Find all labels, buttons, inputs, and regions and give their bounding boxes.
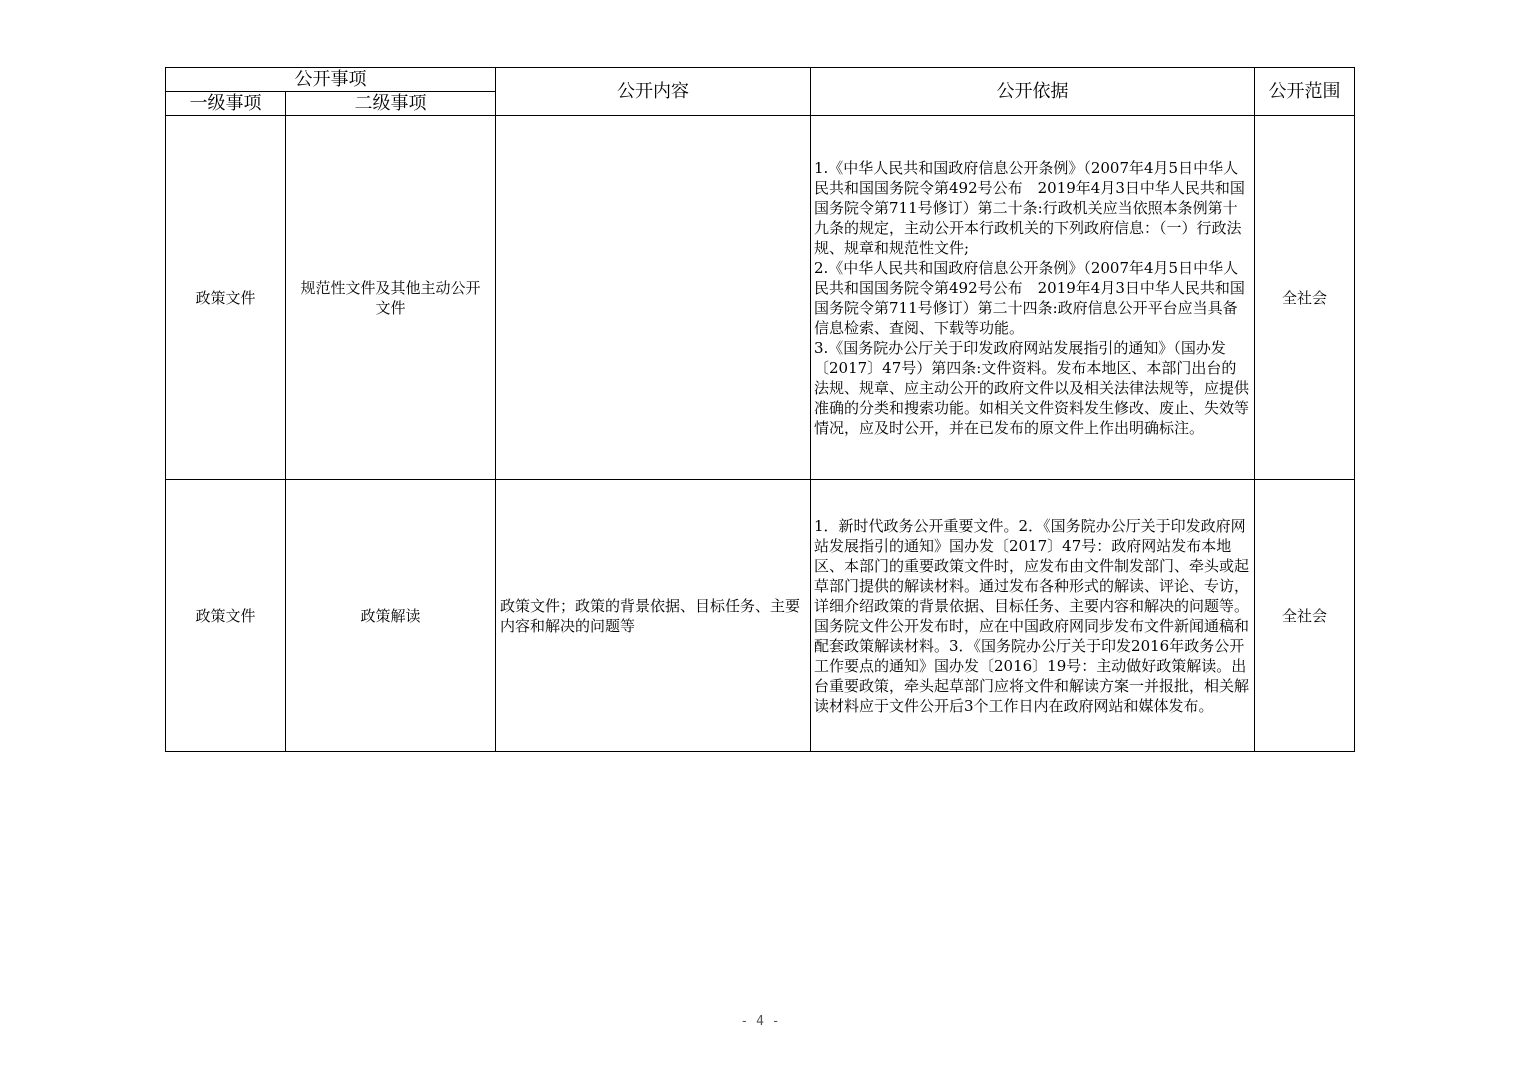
disclosure-table <box>165 67 1355 752</box>
header-level2-item: 二级事项 <box>286 92 496 116</box>
basis-paragraph: 1．新时代政务公开重要文件。2．《国务院办公厅关于印发政府网站发展指引的通知》国办发〔2017〕47号：政府网站发布本地区、本部门的重要政策文件时，应发布由文件制发部门、牵头或起草部门提供的解读材料。通过发布各种形式的解读、评论、专访，详细介绍政策的背景依据、目标任务、主要内容和解决的问题等。国务院文件公开发布时，应在中国政府网同步发布文件新闻通稿和配套政策解读材料。3．《国务院办公厅关于印发2016年政务公开工作要点的通知》国办发〔2016〕19号：主动做好政策解读。出台重要政策，牵头起草部门应将文件和解读方案一并报批，相关解读材料应于文件公开后3个工作日内在政府网站和媒体发布。 <box>814 516 1250 715</box>
cell-scope: 全社会 <box>1255 116 1355 480</box>
page-number: - 4 - <box>740 1014 780 1029</box>
header-public-basis: 公开依据 <box>811 68 1255 116</box>
basis-paragraph: 3.《国务院办公厅关于印发政府网站发展指引的通知》（国办发〔2017〕47号）第四条:文件资料。发布本地区、本部门出台的法规、规章、应主动公开的政府文件以及相关法律法规等，应提供准确的分类和搜索功能。如相关文件资料发生修改、废止、失效等情况，应及时公开，并在已发布的原文件上作出明确标注。 <box>814 338 1250 437</box>
header-public-items: 公开事项 <box>166 68 496 92</box>
cell-level1: 政策文件 <box>166 116 286 480</box>
cell-content <box>496 116 811 480</box>
cell-basis <box>811 116 1255 480</box>
header-public-scope: 公开范围 <box>1255 68 1355 116</box>
table-row <box>166 116 1355 480</box>
cell-content: 政策文件；政策的背景依据、目标任务、主要内容和解决的问题等 <box>496 480 811 752</box>
cell-scope: 全社会 <box>1255 480 1355 752</box>
cell-level2: 规范性文件及其他主动公开文件 <box>286 116 496 480</box>
cell-level1: 政策文件 <box>166 480 286 752</box>
basis-paragraph: 2.《中华人民共和国政府信息公开条例》（2007年4月5日中华人民共和国国务院令第492号公布 2019年4月3日中华人民共和国国务院令第711号修订）第二十四条:政府信息公开平台应当具备信息检索、查阅、下载等功能。 <box>814 258 1245 337</box>
header-level1-item: 一级事项 <box>166 92 286 116</box>
cell-basis <box>811 480 1255 752</box>
header-row-top <box>166 68 1355 92</box>
table-row <box>166 480 1355 752</box>
basis-paragraph: 1.《中华人民共和国政府信息公开条例》（2007年4月5日中华人民共和国国务院令第492号公布 2019年4月3日中华人民共和国国务院令第711号修订）第二十条:行政机关应当依照本条例第十九条的规定，主动公开本行政机关的下列政府信息：（一）行政法规、规章和规范性文件; <box>814 158 1245 257</box>
cell-level2: 政策解读 <box>286 480 496 752</box>
header-public-content: 公开内容 <box>496 68 811 116</box>
